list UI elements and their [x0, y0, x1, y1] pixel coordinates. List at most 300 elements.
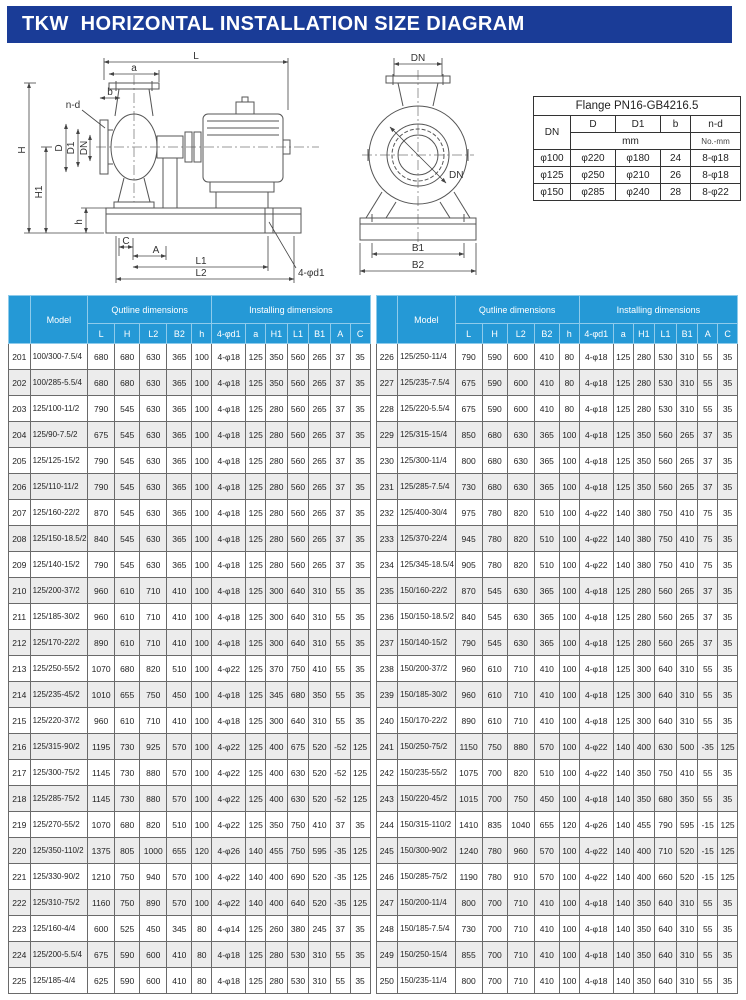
value-cell: 55 — [698, 682, 718, 708]
value-cell: 560 — [287, 370, 309, 396]
value-cell: 800 — [455, 968, 482, 994]
value-cell: 265 — [309, 474, 331, 500]
value-cell: 100 — [192, 682, 212, 708]
value-cell: 750 — [115, 890, 140, 916]
value-cell: 80 — [559, 370, 579, 396]
value-cell: 55 — [698, 786, 718, 812]
value-cell: 640 — [287, 578, 309, 604]
value-cell: 4-φ14 — [212, 916, 246, 942]
value-cell: 8-φ18 — [691, 150, 741, 167]
value-cell: 750 — [655, 526, 677, 552]
value-cell: 37 — [330, 422, 350, 448]
value-cell: 280 — [266, 942, 288, 968]
value-cell: 125 — [613, 630, 633, 656]
value-cell: 100 — [559, 604, 579, 630]
value-cell: 35 — [350, 630, 370, 656]
value-cell: 100 — [559, 448, 579, 474]
value-cell: 35 — [718, 942, 738, 968]
value-cell: 820 — [140, 656, 167, 682]
value-cell: 1070 — [88, 656, 115, 682]
row-number-cell: 221 — [9, 864, 31, 890]
value-cell: 245 — [309, 916, 331, 942]
value-cell: 125 — [246, 968, 266, 994]
value-cell: 140 — [246, 838, 266, 864]
value-cell: 125 — [613, 708, 633, 734]
value-cell: 600 — [140, 942, 167, 968]
value-cell: 35 — [718, 786, 738, 812]
value-cell: 4-φ18 — [212, 448, 246, 474]
value-cell: 100 — [192, 344, 212, 370]
value-cell: 300 — [633, 708, 655, 734]
model-cell: 125/235-45/2 — [30, 682, 88, 708]
value-cell: 750 — [140, 682, 167, 708]
col-C: C — [718, 324, 738, 344]
model-cell: 125/110-11/2 — [30, 474, 88, 500]
value-cell: 790 — [88, 552, 115, 578]
col-a: a — [613, 324, 633, 344]
dim-label-H: H — [17, 146, 28, 154]
value-cell: 790 — [88, 474, 115, 500]
pump-front-view-drawing — [346, 50, 531, 290]
value-cell: 520 — [309, 760, 331, 786]
value-cell: 35 — [350, 370, 370, 396]
value-cell: 595 — [309, 838, 331, 864]
table-row — [9, 448, 371, 474]
row-number-cell: 222 — [9, 890, 31, 916]
dim-label-D1: D1 — [66, 141, 77, 155]
value-cell: 100 — [559, 942, 579, 968]
value-cell: 4-φ18 — [579, 968, 613, 994]
value-cell: 630 — [507, 604, 534, 630]
value-cell: 125 — [613, 656, 633, 682]
value-cell: 4-φ18 — [212, 942, 246, 968]
value-cell: 35 — [718, 682, 738, 708]
value-cell: 640 — [655, 656, 677, 682]
table-row — [376, 942, 738, 968]
value-cell: 26 — [661, 167, 691, 184]
value-cell: 820 — [140, 812, 167, 838]
value-cell: 4-φ18 — [579, 916, 613, 942]
table-right-half — [376, 295, 739, 994]
value-cell: φ210 — [616, 167, 661, 184]
value-cell: 125 — [246, 604, 266, 630]
row-number-cell: 241 — [376, 734, 398, 760]
value-cell: 840 — [88, 526, 115, 552]
value-cell: 280 — [266, 396, 288, 422]
row-number-cell: 215 — [9, 708, 31, 734]
value-cell: 4-φ18 — [579, 396, 613, 422]
model-cell: 125/310-75/2 — [30, 890, 88, 916]
value-cell: 790 — [455, 630, 482, 656]
value-cell: 680 — [115, 344, 140, 370]
value-cell: 350 — [266, 812, 288, 838]
table-row — [9, 396, 371, 422]
value-cell: 350 — [676, 786, 698, 812]
dimension-table-left — [8, 295, 371, 994]
value-cell: 410 — [167, 708, 192, 734]
value-cell: 35 — [350, 968, 370, 994]
value-cell: 4-φ22 — [579, 526, 613, 552]
value-cell: 4-φ26 — [212, 838, 246, 864]
value-cell: 870 — [455, 578, 482, 604]
row-number-cell: 236 — [376, 604, 398, 630]
value-cell: 545 — [115, 448, 140, 474]
row-number-cell: 246 — [376, 864, 398, 890]
value-cell: 35 — [350, 474, 370, 500]
value-cell: 4-φ18 — [212, 500, 246, 526]
model-cell: 150/185-30/2 — [398, 682, 456, 708]
value-cell: 4-φ18 — [579, 682, 613, 708]
value-cell: 1160 — [88, 890, 115, 916]
value-cell: 125 — [246, 786, 266, 812]
table-row — [376, 760, 738, 786]
model-cell: 150/140-15/2 — [398, 630, 456, 656]
value-cell: 100 — [559, 630, 579, 656]
value-cell: 280 — [633, 370, 655, 396]
col-H1: H1 — [633, 324, 655, 344]
value-cell: 560 — [287, 552, 309, 578]
value-cell: 1000 — [140, 838, 167, 864]
value-cell: 855 — [455, 942, 482, 968]
value-cell: 730 — [115, 734, 140, 760]
value-cell: 700 — [482, 942, 507, 968]
value-cell: 820 — [507, 760, 534, 786]
value-cell: 80 — [559, 396, 579, 422]
value-cell: -52 — [330, 760, 350, 786]
value-cell: 125 — [718, 734, 738, 760]
value-cell: 350 — [633, 942, 655, 968]
row-number-cell: 233 — [376, 526, 398, 552]
value-cell: 590 — [115, 942, 140, 968]
value-cell: 125 — [613, 604, 633, 630]
value-cell: 100 — [559, 526, 579, 552]
table-row — [376, 370, 738, 396]
value-cell: 55 — [698, 370, 718, 396]
table-row — [376, 916, 738, 942]
model-cell: 125/150-18.5/2 — [30, 526, 88, 552]
value-cell: 37 — [330, 344, 350, 370]
value-cell: 510 — [534, 552, 559, 578]
value-cell: 410 — [534, 942, 559, 968]
value-cell: 780 — [482, 838, 507, 864]
value-cell: 730 — [455, 916, 482, 942]
row-number-cell: 216 — [9, 734, 31, 760]
value-cell: 55 — [698, 344, 718, 370]
model-header: Model — [30, 296, 88, 344]
value-cell: 590 — [115, 968, 140, 994]
value-cell: 125 — [246, 578, 266, 604]
model-cell: 125/300-11/4 — [398, 448, 456, 474]
value-cell: 100 — [559, 760, 579, 786]
row-number-cell: 227 — [376, 370, 398, 396]
row-number-cell: 234 — [376, 552, 398, 578]
value-cell: 380 — [633, 500, 655, 526]
value-cell: 455 — [633, 812, 655, 838]
table-row — [9, 760, 371, 786]
model-cell: 150/200-37/2 — [398, 656, 456, 682]
model-cell: 125/185-30/2 — [30, 604, 88, 630]
value-cell: 4-φ18 — [212, 370, 246, 396]
value-cell: 265 — [309, 370, 331, 396]
value-cell: 365 — [167, 422, 192, 448]
value-cell: 630 — [507, 630, 534, 656]
value-cell: 8-φ22 — [691, 184, 741, 201]
model-cell: 125/330-90/2 — [30, 864, 88, 890]
model-cell: 125/220-37/2 — [30, 708, 88, 734]
value-cell: 710 — [507, 968, 534, 994]
col-h: h — [192, 324, 212, 344]
value-cell: 975 — [455, 500, 482, 526]
model-cell: 125/285-7.5/4 — [398, 474, 456, 500]
value-cell: 820 — [507, 552, 534, 578]
value-cell: 4-φ22 — [212, 786, 246, 812]
dim-label-B2: B2 — [411, 260, 425, 271]
row-number-cell: 204 — [9, 422, 31, 448]
value-cell: 520 — [309, 864, 331, 890]
value-cell: 365 — [167, 526, 192, 552]
model-cell: 125/90-7.5/2 — [30, 422, 88, 448]
value-cell: 625 — [88, 968, 115, 994]
model-cell: 150/150-18.5/2 — [398, 604, 456, 630]
table-row — [9, 630, 371, 656]
model-cell: 125/160-22/2 — [30, 500, 88, 526]
value-cell: 4-φ26 — [579, 812, 613, 838]
value-cell: 710 — [507, 916, 534, 942]
row-number-cell: 243 — [376, 786, 398, 812]
value-cell: 310 — [676, 656, 698, 682]
value-cell: 500 — [676, 734, 698, 760]
value-cell: 125 — [718, 838, 738, 864]
value-cell: 280 — [633, 396, 655, 422]
value-cell: 710 — [140, 578, 167, 604]
value-cell: 410 — [167, 942, 192, 968]
value-cell: 4-φ18 — [212, 708, 246, 734]
value-cell: 75 — [698, 500, 718, 526]
value-cell: 400 — [266, 734, 288, 760]
value-cell: 37 — [330, 916, 350, 942]
value-cell: 4-φ18 — [579, 344, 613, 370]
value-cell: 545 — [482, 604, 507, 630]
value-cell: 125 — [246, 396, 266, 422]
value-cell: 280 — [633, 344, 655, 370]
table-row — [9, 526, 371, 552]
value-cell: 700 — [482, 916, 507, 942]
pump-side-view-drawing — [16, 50, 346, 290]
value-cell: 310 — [676, 708, 698, 734]
col-L1: L1 — [287, 324, 309, 344]
table-row — [376, 890, 738, 916]
col-a: a — [246, 324, 266, 344]
value-cell: 100 — [192, 760, 212, 786]
value-cell: -35 — [330, 890, 350, 916]
value-cell: 410 — [534, 656, 559, 682]
value-cell: 4-φ22 — [579, 864, 613, 890]
model-cell: 125/345-18.5/4 — [398, 552, 456, 578]
value-cell: 140 — [613, 890, 633, 916]
value-cell: 820 — [507, 526, 534, 552]
value-cell: 350 — [266, 370, 288, 396]
value-cell: 55 — [698, 916, 718, 942]
value-cell: 710 — [507, 682, 534, 708]
row-number-cell: 249 — [376, 942, 398, 968]
value-cell: 610 — [482, 708, 507, 734]
value-cell: 100 — [559, 474, 579, 500]
value-cell: 410 — [534, 344, 559, 370]
value-cell: 675 — [287, 734, 309, 760]
value-cell: 280 — [633, 578, 655, 604]
outline-dimensions-header: Qutline dimensions — [88, 296, 212, 324]
value-cell: 640 — [655, 708, 677, 734]
value-cell: 280 — [266, 500, 288, 526]
model-cell: 150/220-45/2 — [398, 786, 456, 812]
value-cell: 1375 — [88, 838, 115, 864]
value-cell: 350 — [633, 968, 655, 994]
row-number-cell: 209 — [9, 552, 31, 578]
value-cell: 35 — [718, 422, 738, 448]
model-cell: 150/250-15/4 — [398, 942, 456, 968]
value-cell: 560 — [655, 448, 677, 474]
value-cell: 100 — [192, 526, 212, 552]
model-cell: 125/200-5.5/4 — [30, 942, 88, 968]
model-cell: φ250 — [571, 167, 616, 184]
value-cell: 945 — [455, 526, 482, 552]
table-row — [9, 578, 371, 604]
row-number-cell: 203 — [9, 396, 31, 422]
value-cell: -35 — [330, 864, 350, 890]
col-H1: H1 — [266, 324, 288, 344]
value-cell: 28 — [661, 184, 691, 201]
value-cell: 280 — [266, 448, 288, 474]
row-number-cell: 212 — [9, 630, 31, 656]
value-cell: 140 — [613, 812, 633, 838]
value-cell: 125 — [613, 578, 633, 604]
value-cell: 350 — [633, 786, 655, 812]
value-cell: 525 — [115, 916, 140, 942]
value-cell: 600 — [507, 370, 534, 396]
table-row — [9, 422, 371, 448]
value-cell: 640 — [655, 682, 677, 708]
value-cell: 120 — [559, 812, 579, 838]
value-cell: 37 — [330, 526, 350, 552]
row-number-cell: 202 — [9, 370, 31, 396]
value-cell: 1210 — [88, 864, 115, 890]
row-number-cell: 206 — [9, 474, 31, 500]
value-cell: 125 — [350, 786, 370, 812]
value-cell: 600 — [507, 396, 534, 422]
value-cell: 125 — [613, 344, 633, 370]
value-cell: 125 — [246, 942, 266, 968]
value-cell: 880 — [507, 734, 534, 760]
value-cell: 560 — [287, 448, 309, 474]
value-cell: 265 — [676, 630, 698, 656]
model-cell: 125/125-15/2 — [30, 448, 88, 474]
row-number-cell: 232 — [376, 500, 398, 526]
value-cell: 675 — [88, 422, 115, 448]
value-cell: 100 — [192, 474, 212, 500]
value-cell: 400 — [266, 890, 288, 916]
value-cell: 380 — [633, 552, 655, 578]
value-cell: 80 — [192, 968, 212, 994]
value-cell: 35 — [718, 552, 738, 578]
value-cell: 680 — [88, 370, 115, 396]
value-cell: 520 — [309, 734, 331, 760]
value-cell: 4-φ22 — [579, 552, 613, 578]
dim-label-C: C — [122, 236, 130, 247]
value-cell: 410 — [167, 968, 192, 994]
value-cell: 265 — [676, 604, 698, 630]
value-cell: 280 — [266, 422, 288, 448]
value-cell: 100 — [559, 916, 579, 942]
value-cell: 37 — [698, 448, 718, 474]
value-cell: 510 — [167, 656, 192, 682]
value-cell: 870 — [88, 500, 115, 526]
value-cell: 265 — [309, 396, 331, 422]
value-cell: 125 — [613, 474, 633, 500]
value-cell: 675 — [455, 396, 482, 422]
model-cell: 150/235-11/4 — [398, 968, 456, 994]
model-cell: 150/285-75/2 — [398, 864, 456, 890]
corner-cell — [9, 296, 31, 344]
col-H: H — [482, 324, 507, 344]
value-cell: 600 — [507, 344, 534, 370]
model-cell: 150/200-11/4 — [398, 890, 456, 916]
value-cell: 140 — [613, 526, 633, 552]
col-4d1: 4-φd1 — [212, 324, 246, 344]
value-cell: 37 — [330, 474, 350, 500]
value-cell: 24 — [661, 150, 691, 167]
value-cell: 100 — [192, 604, 212, 630]
table-row — [9, 968, 371, 994]
installing-dimensions-header: Installing dimensions — [579, 296, 737, 324]
value-cell: 835 — [482, 812, 507, 838]
value-cell: 410 — [676, 526, 698, 552]
value-cell: 100 — [192, 812, 212, 838]
value-cell: 630 — [140, 552, 167, 578]
value-cell: 365 — [167, 448, 192, 474]
value-cell: 125 — [246, 370, 266, 396]
value-cell: 140 — [613, 864, 633, 890]
value-cell: 310 — [309, 578, 331, 604]
value-cell: 35 — [718, 968, 738, 994]
value-cell: 100 — [192, 708, 212, 734]
row-number-cell: φ125 — [534, 167, 571, 184]
value-cell: 265 — [676, 448, 698, 474]
value-cell: 1240 — [455, 838, 482, 864]
row-number-cell: 237 — [376, 630, 398, 656]
value-cell: 265 — [309, 448, 331, 474]
dim-label-n-d: n-d — [65, 100, 81, 111]
value-cell: 4-φ22 — [579, 838, 613, 864]
value-cell: 410 — [309, 812, 331, 838]
value-cell: 570 — [534, 734, 559, 760]
value-cell: 630 — [140, 500, 167, 526]
table-row — [9, 916, 371, 942]
value-cell: 630 — [140, 344, 167, 370]
value-cell: 55 — [698, 656, 718, 682]
value-cell: 640 — [655, 968, 677, 994]
value-cell: 630 — [287, 760, 309, 786]
value-cell: 35 — [718, 578, 738, 604]
value-cell: 35 — [718, 708, 738, 734]
table-row — [376, 396, 738, 422]
value-cell: 55 — [330, 578, 350, 604]
value-cell: 55 — [330, 682, 350, 708]
value-cell: 35 — [718, 500, 738, 526]
value-cell: 840 — [455, 604, 482, 630]
row-number-cell: 228 — [376, 396, 398, 422]
value-cell: 100 — [192, 370, 212, 396]
model-cell: 125/285-75/2 — [30, 786, 88, 812]
